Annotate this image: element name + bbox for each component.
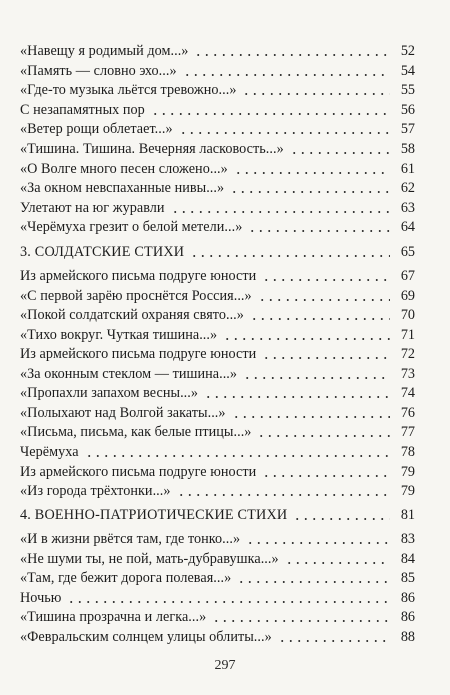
toc-entry-page: 56 [400, 101, 415, 118]
toc-entry-title: «Не шуми ты, не пой, мать-дубравушка...» [20, 550, 279, 567]
toc-entry-page: 71 [400, 326, 415, 343]
toc-entry-page: 62 [400, 180, 415, 197]
page-number: 297 [214, 658, 236, 673]
toc-entry-title: «Черёмуха грезит о белой метели...» [20, 219, 243, 236]
toc-entry-page: 78 [400, 443, 415, 460]
dot-leader [204, 396, 390, 398]
toc-entry [20, 480, 415, 500]
toc-entry-page: 88 [400, 629, 415, 645]
toc-entry [20, 548, 415, 568]
toc-entry [20, 587, 415, 607]
toc-entry-title: «За окном невспаханные нивы...» [20, 180, 225, 197]
toc-entry-page: 86 [400, 609, 415, 626]
toc-entry-page: 74 [400, 385, 415, 402]
toc-entry-title: 3. СОЛДАТСКИЕ СТИХИ [20, 244, 185, 260]
dot-leader [212, 620, 390, 622]
toc-entry-page: 57 [400, 121, 415, 138]
dot-leader [285, 562, 390, 564]
toc-entry [20, 265, 415, 285]
toc-entry [20, 343, 415, 363]
toc-entry-title: «Тишина. Тишина. Вечерняя ласковость...» [20, 141, 284, 157]
dot-leader [290, 152, 390, 154]
toc-entry-title: «Письма, письма, как белые птицы...» [20, 424, 252, 441]
toc-entry-title: «Полыхают над Волгой закаты...» [20, 404, 226, 421]
toc-entry [20, 402, 415, 422]
toc-entry [20, 567, 415, 587]
toc-entry [20, 79, 415, 99]
toc-entry [20, 99, 415, 119]
dot-leader [179, 132, 390, 134]
dot-leader [171, 211, 390, 213]
dot-leader [183, 74, 390, 76]
toc-entry-title: 4. ВОЕННО-ПАТРИОТИЧЕСКИЕ СТИХИ [20, 507, 288, 523]
toc-entry-title: «За оконным стеклом — тишина...» [20, 365, 238, 382]
toc-entry-title: «Навещу я родимый дом...» [20, 43, 189, 59]
toc-entry-title: «Где-то музыка льётся тревожно...» [20, 82, 237, 99]
toc-entry [20, 158, 415, 178]
toc-entry [20, 461, 415, 481]
toc-entry-title: «Ветер рощи облетает...» [20, 121, 173, 138]
toc-entry-page: 84 [400, 550, 415, 567]
toc-entry-title: Черёмуха [20, 443, 79, 460]
toc-entry [20, 363, 415, 383]
toc-entry-page: 63 [400, 199, 415, 216]
toc-entry [20, 216, 415, 236]
toc-entry [20, 40, 415, 60]
toc-entry [20, 606, 415, 626]
toc-entry-title: «Тихо вокруг. Чуткая тишина...» [20, 326, 218, 343]
toc-entry [20, 197, 415, 217]
toc-entry-page: 58 [400, 141, 415, 157]
toc-entry-page: 69 [400, 287, 415, 304]
dot-leader [243, 377, 390, 379]
toc-entry-title: «С первой зарёю проснётся Россия...» [20, 287, 252, 304]
dot-leader [194, 54, 390, 56]
toc-entry-page: 79 [400, 463, 415, 480]
toc-entry-page: 70 [400, 307, 415, 324]
toc-entry [20, 421, 415, 441]
toc-entry-title: «О Волге много песен сложено...» [20, 160, 228, 177]
dot-leader [67, 601, 390, 603]
dot-leader [257, 435, 390, 437]
toc-entry-page: 61 [400, 160, 415, 177]
toc-entry-title: Улетают на юг журавли [20, 199, 165, 216]
dot-leader [262, 279, 390, 281]
dot-leader [278, 640, 390, 642]
toc-entry-page: 72 [400, 346, 415, 363]
toc-entry [20, 528, 415, 548]
dot-leader [258, 299, 390, 301]
toc-entry [20, 285, 415, 305]
dot-leader [151, 113, 390, 115]
toc-entry-page: 52 [400, 43, 415, 59]
toc-entry-page: 86 [400, 589, 415, 606]
dot-leader [262, 357, 390, 359]
toc-section-heading [20, 241, 415, 261]
toc-entry-title: «Память — словно эхо...» [20, 62, 177, 79]
dot-leader [246, 542, 390, 544]
toc-entry-page: 65 [400, 244, 415, 260]
toc-entry-page: 76 [400, 404, 415, 421]
toc-entry-title: Из армейского письма подруге юности [20, 268, 257, 284]
dot-leader [190, 255, 390, 257]
dot-leader [230, 191, 390, 193]
dot-leader [232, 416, 390, 418]
toc-entry-page: 85 [400, 570, 415, 587]
toc-entry [20, 441, 415, 461]
toc-entry-page: 55 [400, 82, 415, 99]
toc-entry-page: 77 [400, 424, 415, 441]
toc-entry-title: Из армейского письма подруге юности [20, 346, 257, 363]
toc-entry [20, 304, 415, 324]
dot-leader [237, 581, 390, 583]
toc-entry-page: 67 [400, 268, 415, 284]
toc-entry-page: 54 [400, 62, 415, 79]
toc-entry [20, 177, 415, 197]
toc-entry [20, 324, 415, 344]
dot-leader [177, 494, 390, 496]
toc-entry-title: «Пропахли запахом весны...» [20, 385, 199, 402]
toc-entry-title: «Из города трёхтонки...» [20, 483, 171, 500]
toc-entry-title: Из армейского письма подруге юности [20, 463, 257, 480]
toc-section-heading [20, 504, 415, 524]
dot-leader [234, 172, 390, 174]
dot-leader [85, 455, 390, 457]
toc-entry-title: «Покой солдатский охраняя свято...» [20, 307, 244, 324]
dot-leader [262, 475, 390, 477]
toc-entry-page: 64 [400, 219, 415, 236]
toc-entry [20, 626, 415, 646]
dot-leader [242, 93, 390, 95]
toc-entry-page: 73 [400, 365, 415, 382]
toc-entry-title: «Тишина прозрачна и легка...» [20, 609, 207, 626]
toc-entry-title: С незапамятных пор [20, 101, 145, 118]
toc-entry-page: 83 [400, 531, 415, 547]
toc-entry-title: «И в жизни рвётся там, где тонко...» [20, 531, 241, 547]
dot-leader [248, 230, 390, 232]
toc-entry [20, 60, 415, 80]
dot-leader [250, 318, 390, 320]
dot-leader [223, 338, 390, 340]
toc-entry-page: 81 [400, 507, 415, 523]
toc-entry [20, 118, 415, 138]
toc-entry-title: «Там, где бежит дорога полевая...» [20, 570, 232, 587]
toc-entry-title: Ночью [20, 589, 62, 606]
toc-entry-page: 79 [400, 483, 415, 500]
dot-leader [293, 518, 390, 520]
toc-entry-title: «Февральским солнцем улицы облиты...» [20, 629, 272, 645]
toc-entry [20, 382, 415, 402]
toc-entry [20, 138, 415, 158]
